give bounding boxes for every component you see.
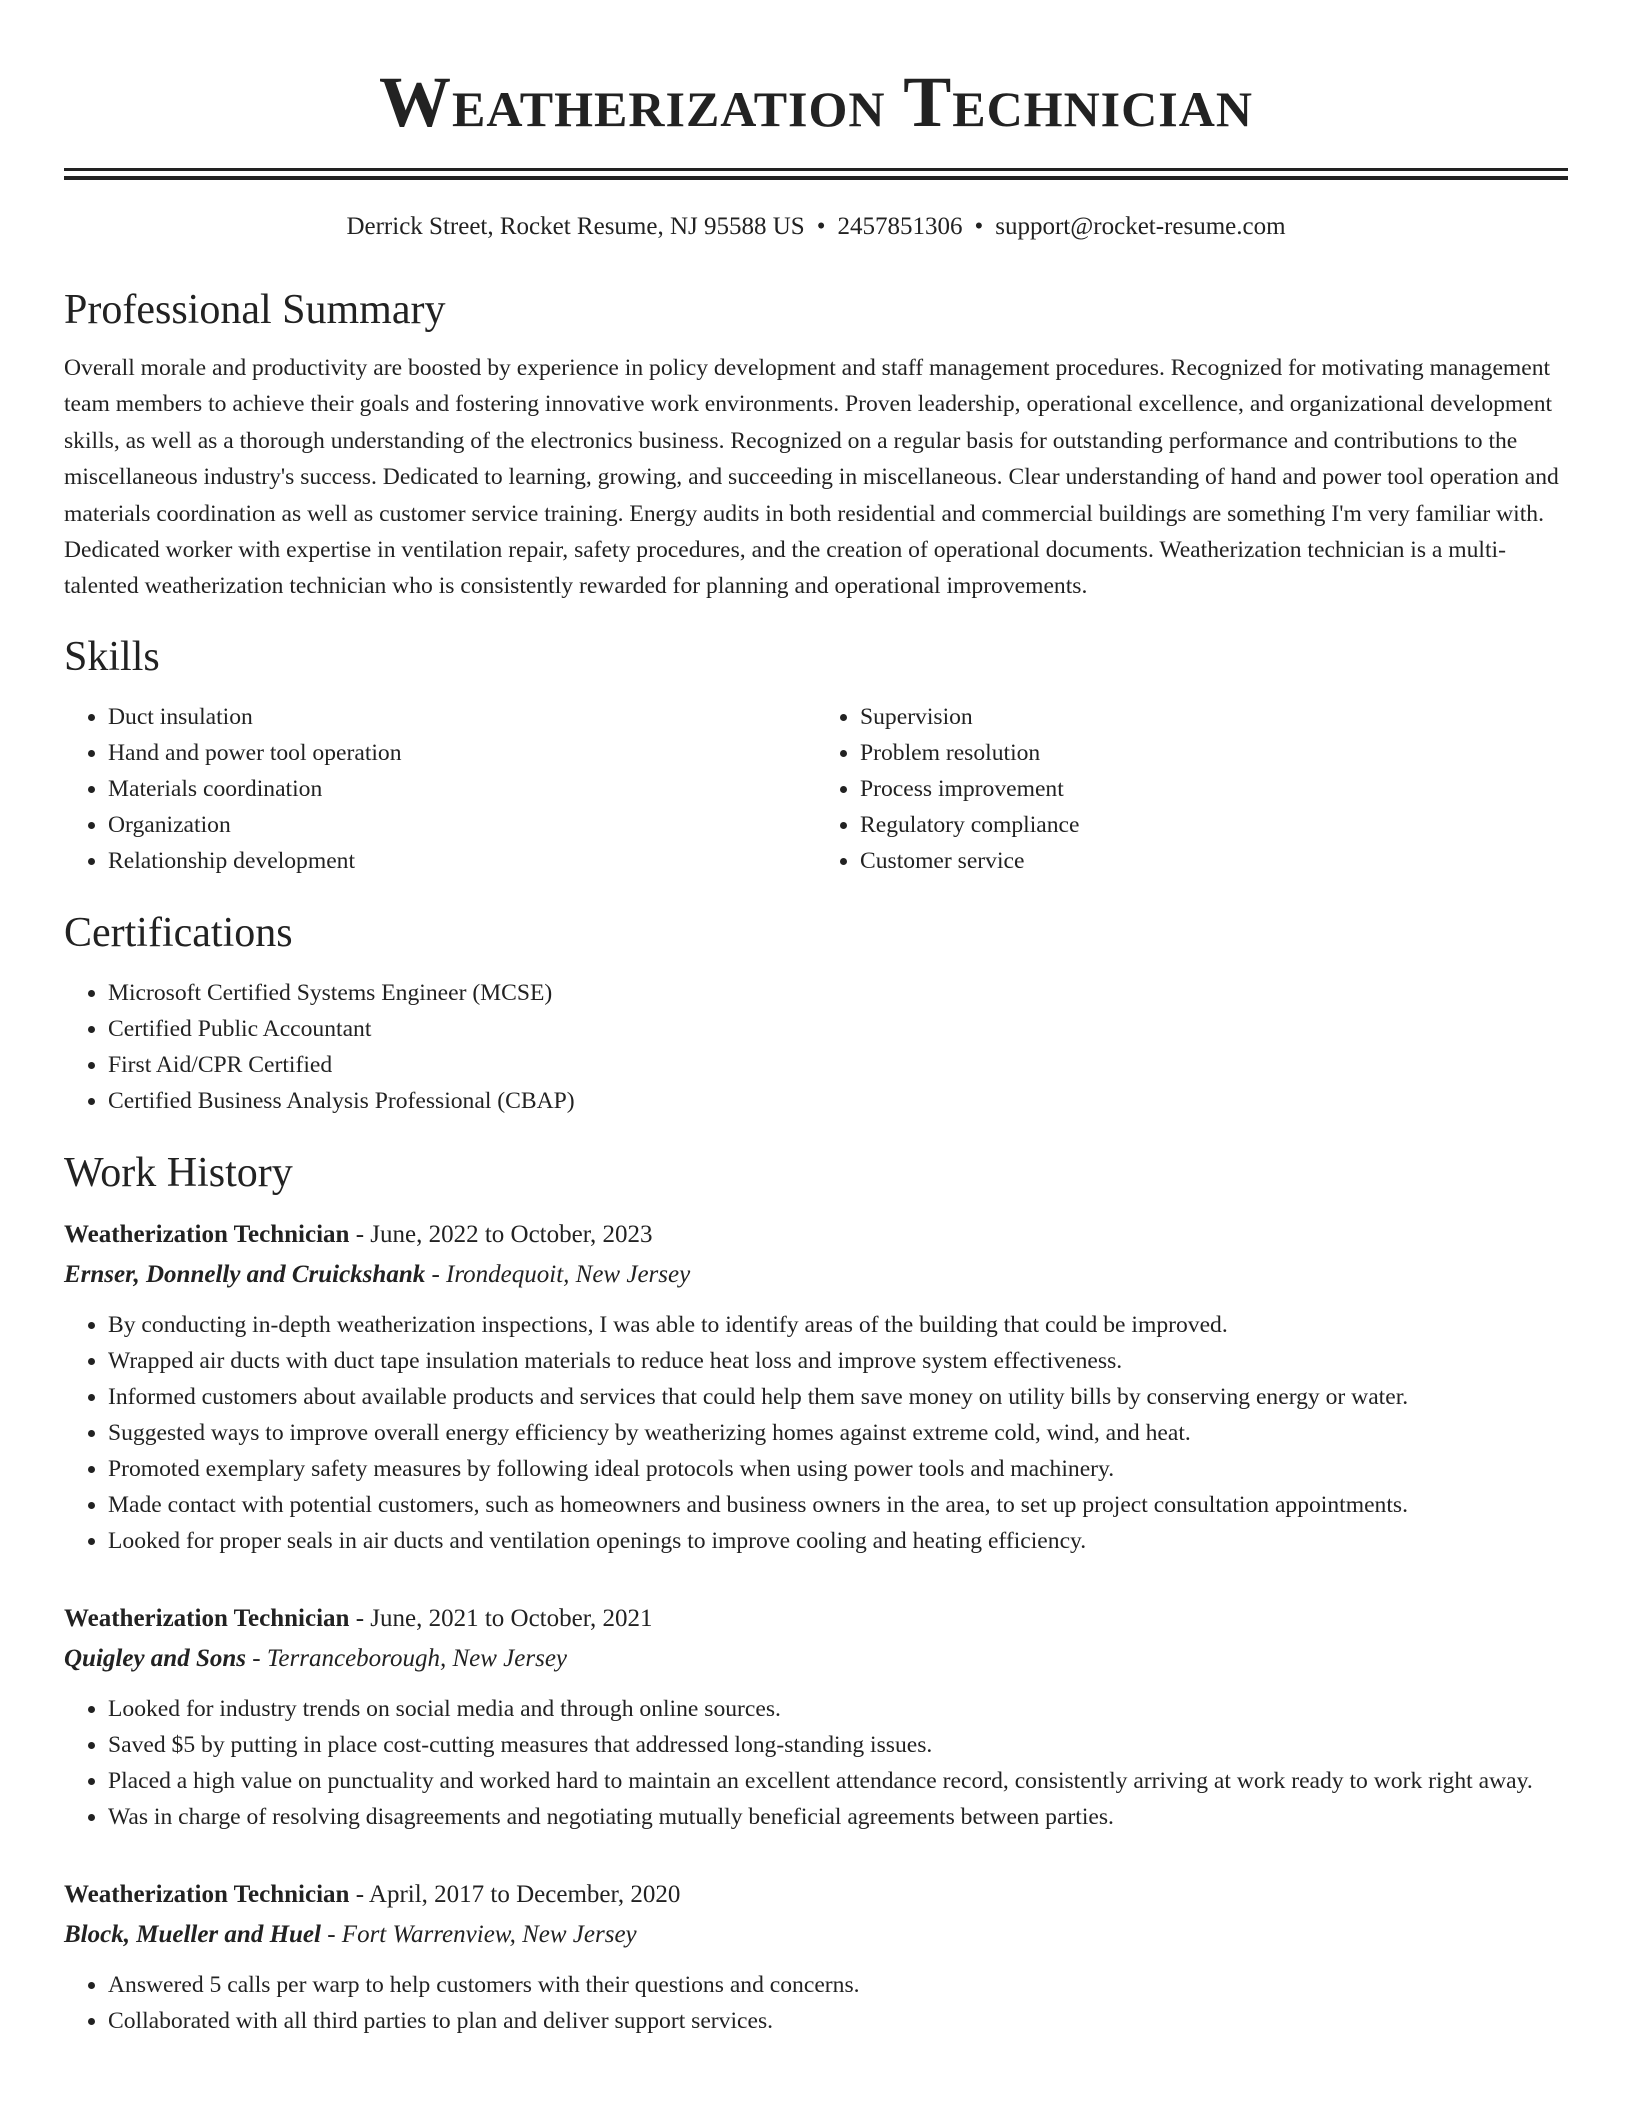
job-bullet: • Wrapped air ducts with duct tape insulation materials to reduce heat loss and improve system effectiveness. (108, 1343, 1568, 1379)
certification-item: • First Aid/CPR Certified (108, 1047, 1568, 1083)
skill-item: • Organization (108, 807, 816, 843)
certification-item: • Microsoft Certified Systems Engineer (MCSE) (108, 975, 1568, 1011)
contact-email: support@rocket-resume.com (995, 213, 1286, 240)
skill-item: • Customer service (860, 843, 1568, 879)
certifications-heading: Certifications (64, 909, 293, 956)
skills-right-list (816, 699, 1568, 879)
job-company-line (64, 1255, 1568, 1295)
job-dates: June, 2022 to October, 2023 (370, 1220, 653, 1248)
job-bullet: • Was in charge of resolving disagreements and negotiating mutually beneficial agreements between parties. (108, 1799, 1568, 1835)
job-bullet: • Collaborated with all third parties to plan and deliver support services. (108, 2003, 1568, 2039)
skills-heading: Skills (64, 633, 160, 680)
skill-item: • Materials coordination (108, 771, 816, 807)
skill-item: • Relationship development (108, 843, 816, 879)
job-location: Terranceborough, New Jersey (266, 1644, 568, 1672)
job-bullet: • Looked for industry trends on social media and through online sources. (108, 1691, 1568, 1727)
job-role: Weatherization Technician (64, 1880, 350, 1908)
job-entry (64, 1215, 1568, 1559)
contact-separator: • (974, 213, 984, 240)
title-divider (64, 168, 1568, 180)
dash: - (349, 1220, 371, 1248)
contact-separator: • (816, 213, 826, 240)
job-company: Quigley and Sons (64, 1644, 246, 1672)
skill-item: • Process improvement (860, 771, 1568, 807)
dash: - (320, 1920, 342, 1948)
skill-item: • Regulatory compliance (860, 807, 1568, 843)
job-bullets (64, 1967, 1568, 2039)
contact-address: Derrick Street, Rocket Resume, NJ 95588 US (346, 213, 805, 240)
job-company: Block, Mueller and Huel (64, 1920, 321, 1948)
job-bullet: • Informed customers about available products and services that could help them save money on utility bills by conserving energy or water. (108, 1379, 1568, 1415)
job-bullet: • Suggested ways to improve overall energy efficiency by weatherizing homes against extreme cold, wind, and heat. (108, 1415, 1568, 1451)
job-dates: June, 2021 to October, 2021 (370, 1604, 653, 1632)
job-company-line (64, 1915, 1568, 1955)
job-bullet: • Looked for proper seals in air ducts and ventilation openings to improve cooling and heating efficiency. (108, 1523, 1568, 1559)
job-role: Weatherization Technician (64, 1220, 350, 1248)
summary-text: Overall morale and productivity are boosted by experience in policy development and staff management procedures. Recognized for motivating management team members to achieve their goals and fostering innovative work environments. Proven leadership, operational excellence, and organizational development skills, as well as a thorough understanding of the electronics business. Recognized on a regular basis for outstanding performance and contributions to the miscellaneous industry's success. Dedicated to learning, growing, and succeeding in miscellaneous. Clear understanding of hand and power tool operation and materials coordination as well as customer service training. Energy audits in both residential and commercial buildings are something I'm very familiar with. Dedicated worker with expertise in ventilation repair, safety procedures, and the creation of operational documents. Weatherization technician is a multi-talented weatherization technician who is consistently rewarded for planning and operational improvements. (64, 355, 1559, 600)
job-entry (64, 1875, 1568, 2039)
job-bullet: • Promoted exemplary safety measures by following ideal protocols when using power tools and machinery. (108, 1451, 1568, 1487)
summary-heading: Professional Summary (64, 287, 446, 333)
resume-title: Weatherization Technician (379, 62, 1253, 142)
job-bullet: • Saved $5 by putting in place cost-cutting measures that addressed long-standing issues. (108, 1727, 1568, 1763)
contact-phone: 2457851306 (837, 213, 963, 240)
job-bullets (64, 1307, 1568, 1559)
job-bullet: • Made contact with potential customers, such as homeowners and business owners in the area, to set up project consultation appointments. (108, 1487, 1568, 1523)
certification-item: • Certified Public Accountant (108, 1011, 1568, 1047)
dash: - (425, 1260, 447, 1288)
job-location: Fort Warrenview, New Jersey (341, 1920, 637, 1948)
certification-item: • Certified Business Analysis Professional (CBAP) (108, 1083, 1568, 1119)
job-role: Weatherization Technician (64, 1604, 350, 1632)
skill-item: • Problem resolution (860, 735, 1568, 771)
skills-columns (64, 699, 1568, 879)
skills-left-list (64, 699, 816, 879)
job-bullet: • By conducting in-depth weatherization inspections, I was able to identify areas of the building that could be improved. (108, 1307, 1568, 1343)
work-history-heading: Work History (64, 1149, 293, 1196)
dash: - (349, 1880, 369, 1908)
job-bullet: • Placed a high value on punctuality and worked hard to maintain an excellent attendance record, consistently arriving at work ready to work right away. (108, 1763, 1568, 1799)
job-title-line (64, 1215, 1568, 1255)
certifications-list (64, 975, 1568, 1119)
job-bullet: • Answered 5 calls per warp to help customers with their questions and concerns. (108, 1967, 1568, 2003)
job-location: Irondequoit, New Jersey (446, 1260, 691, 1288)
skill-item: • Supervision (860, 699, 1568, 735)
contact-line (64, 210, 1568, 244)
job-title-line (64, 1599, 1568, 1639)
dash: - (349, 1604, 371, 1632)
job-company: Ernser, Donnelly and Cruickshank (64, 1260, 426, 1288)
job-entry (64, 1599, 1568, 1835)
job-company-line (64, 1639, 1568, 1679)
job-bullets (64, 1691, 1568, 1835)
skill-item: • Duct insulation (108, 699, 816, 735)
job-title-line (64, 1875, 1568, 1915)
job-dates: April, 2017 to December, 2020 (368, 1880, 681, 1908)
skill-item: • Hand and power tool operation (108, 735, 816, 771)
dash: - (245, 1644, 267, 1672)
